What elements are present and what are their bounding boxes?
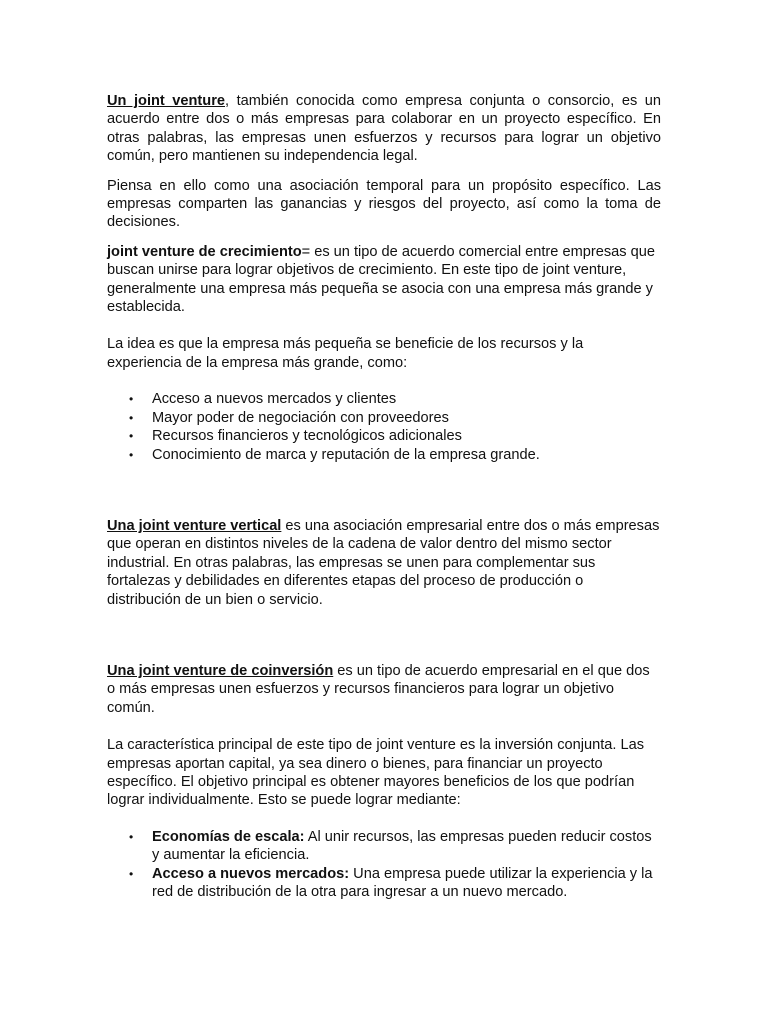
paragraph-text: Piensa en ello como una asociación temporal para un propósito específico. Las empresas comparten las ganancias y riesgos del proyecto, así como la toma de decisiones. <box>107 177 661 231</box>
bullet-icon: • <box>129 410 134 425</box>
list-item-text: Recursos financieros y tecnológicos adicionales <box>152 428 462 445</box>
list-item <box>107 446 661 464</box>
bullet-icon: • <box>129 866 134 881</box>
benefits-list <box>107 390 661 464</box>
list-item-term: Acceso a nuevos mercados: <box>152 865 350 882</box>
paragraph-joint-venture-definition <box>107 92 661 166</box>
list-item-text: Mayor poder de negociación con proveedores <box>152 409 449 426</box>
paragraph-text: = es un tipo de acuerdo comercial entre empresas que buscan unirse para lograr objetivos de crecimiento. En este tipo de joint venture, generalmente una empresa más pequeña se asocia con una empresa más grande y establecida. <box>107 243 655 316</box>
bullet-icon: • <box>129 829 134 844</box>
paragraph-text: es una asociación empresarial entre dos o más empresas que operan en distintos niveles de la cadena de valor dentro del mismo sector industrial. En otras palabras, las empresas se unen para complementar sus fortalezas y debilidades en diferentes etapas del proceso de producción o distribución de un bien o servicio. <box>107 517 660 608</box>
paragraph-growth-joint-venture <box>107 243 661 317</box>
bullet-icon: • <box>129 429 134 444</box>
list-item <box>107 409 661 427</box>
term-coinvestment-joint-venture: Una joint venture de coinversión <box>107 662 334 679</box>
paragraph-idea <box>107 335 661 372</box>
bullet-icon: • <box>129 447 134 462</box>
term-vertical-joint-venture: Una joint venture vertical <box>107 517 282 534</box>
paragraph-temporary-association <box>107 177 661 232</box>
list-item-term: Economías de escala: <box>152 828 305 845</box>
paragraph-text: La idea es que la empresa más pequeña se beneficie de los recursos y la experiencia de la empresa más grande, como: <box>107 336 584 371</box>
list-item <box>107 865 661 902</box>
list-item-text: Una empresa puede utilizar la experiencia y la red de distribución de la otra para ingresar a un nuevo mercado. <box>152 865 653 900</box>
list-item <box>107 828 661 865</box>
paragraph-text: La característica principal de este tipo de joint venture es la inversión conjunta. Las empresas aportan capital, ya sea dinero o bienes, para financiar un proyecto específico. El objetivo principal es obtener mayores beneficios de los que podrían lograr individualmente. Esto se puede lograr mediante: <box>107 737 645 809</box>
means-list <box>107 828 661 902</box>
paragraph-text: , también conocida como empresa conjunta o consorcio, es un acuerdo entre dos o más empresas para colaborar en un proyecto específico. En otras palabras, las empresas unen esfuerzos y recursos para lograr un objetivo común, pero mantienen su independencia legal. <box>107 93 661 165</box>
paragraph-text: es un tipo de acuerdo empresarial en el que dos o más empresas unen esfuerzos y recursos financieros para lograr un objetivo común. <box>107 662 650 716</box>
document-page <box>107 92 661 901</box>
term-growth-joint-venture: joint venture de crecimiento <box>107 243 302 260</box>
list-item-text: Al unir recursos, las empresas pueden reducir costos y aumentar la eficiencia. <box>152 828 652 864</box>
list-item-text: Conocimiento de marca y reputación de la empresa grande. <box>152 446 540 463</box>
paragraph-main-characteristic <box>107 736 661 810</box>
term-joint-venture: Un joint venture <box>107 93 226 109</box>
bullet-icon: • <box>129 392 134 407</box>
paragraph-vertical-joint-venture <box>107 517 661 609</box>
list-item-text: Acceso a nuevos mercados y clientes <box>152 391 397 408</box>
list-item <box>107 390 661 408</box>
paragraph-coinvestment-joint-venture <box>107 662 661 717</box>
list-item <box>107 427 661 445</box>
